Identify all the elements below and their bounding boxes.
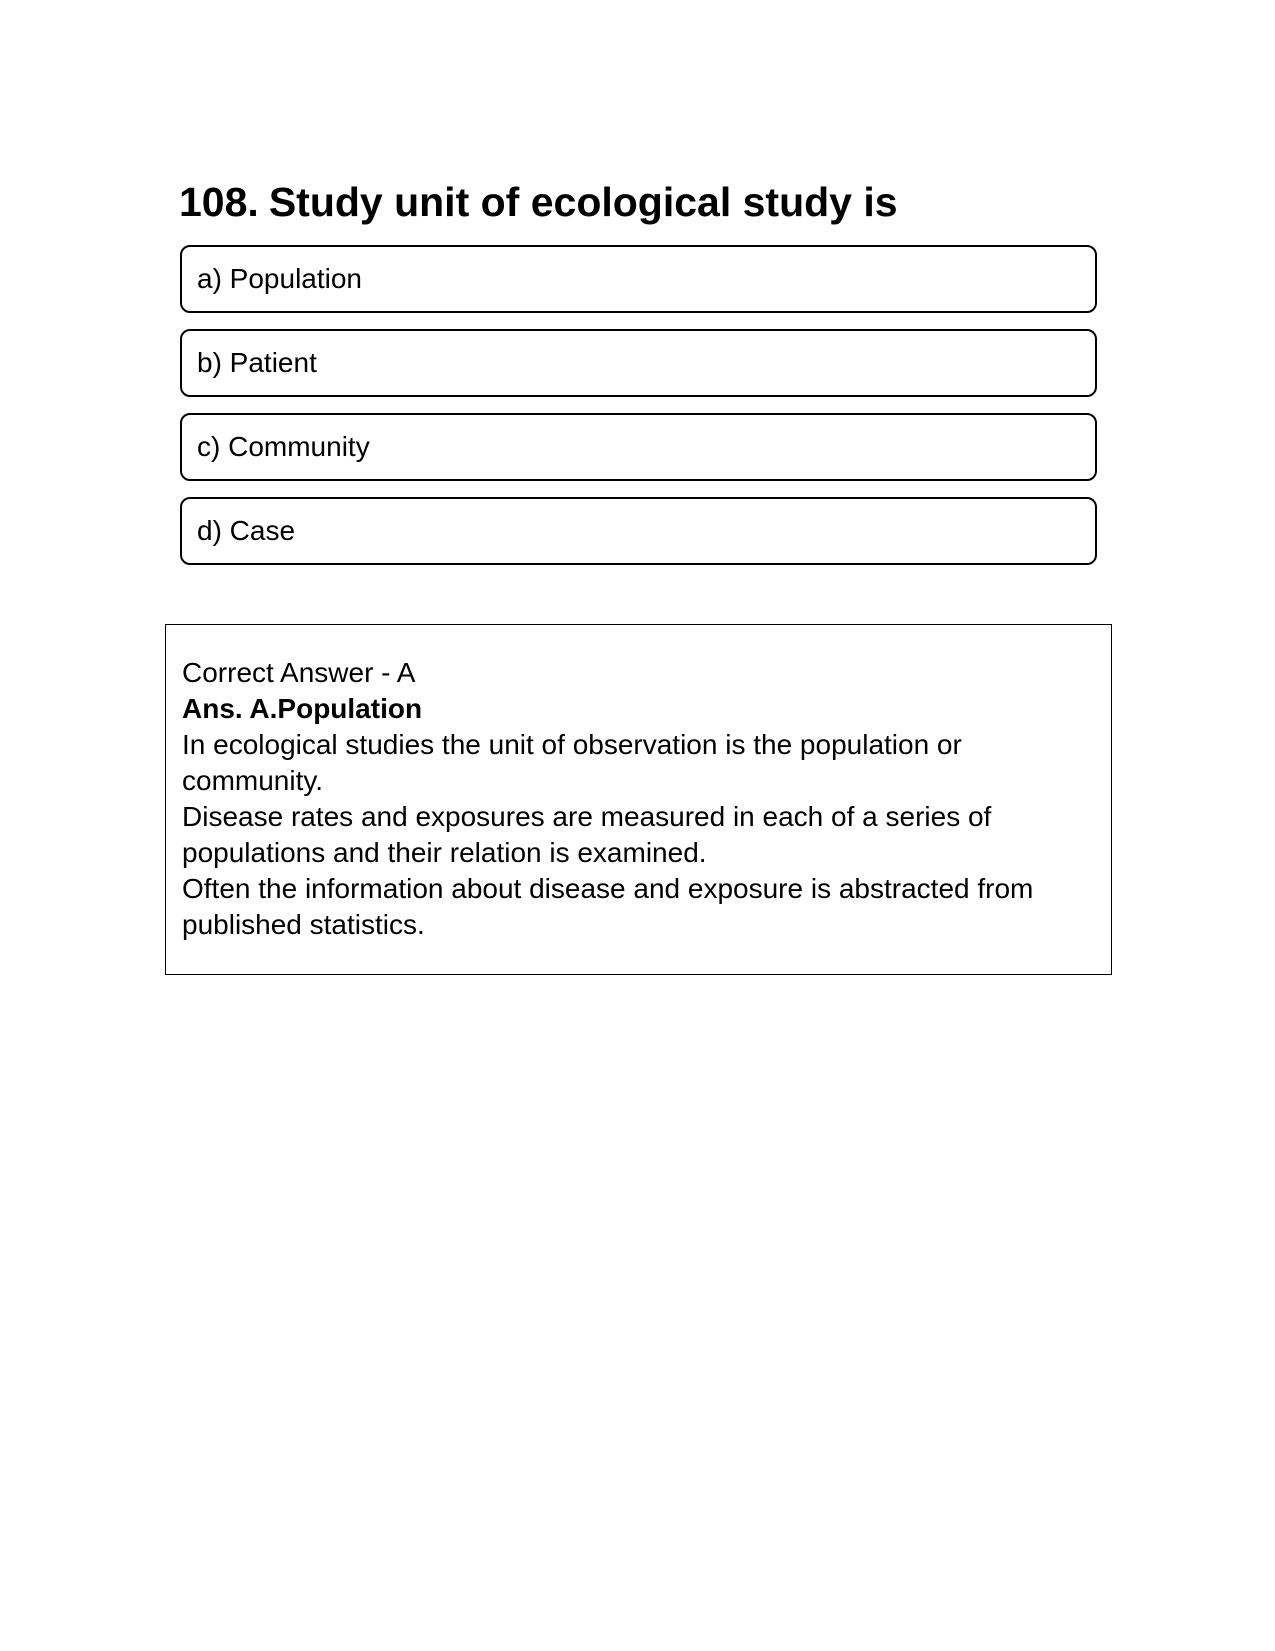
answer-explanation-box — [165, 624, 1112, 975]
option-c[interactable]: c) Community — [180, 413, 1097, 481]
explanation-line-1: In ecological studies the unit of observation is the population or community. — [182, 729, 962, 796]
question-number: 108. — [179, 179, 259, 225]
answer-title: Ans. A.Population — [182, 693, 423, 724]
question-text: Study unit of ecological study is — [268, 179, 898, 225]
explanation-line-3: Often the information about disease and exposure is abstracted from published statistics. — [182, 873, 1034, 940]
option-b[interactable]: b) Patient — [180, 329, 1097, 397]
option-d[interactable]: d) Case — [180, 497, 1097, 565]
correct-answer-line: Correct Answer - A — [182, 657, 416, 688]
options-list — [180, 245, 1097, 581]
explanation-line-2: Disease rates and exposures are measured in each of a series of populations and their relation is examined. — [182, 801, 992, 868]
option-a[interactable]: a) Population — [180, 245, 1097, 313]
question-title — [179, 178, 898, 226]
